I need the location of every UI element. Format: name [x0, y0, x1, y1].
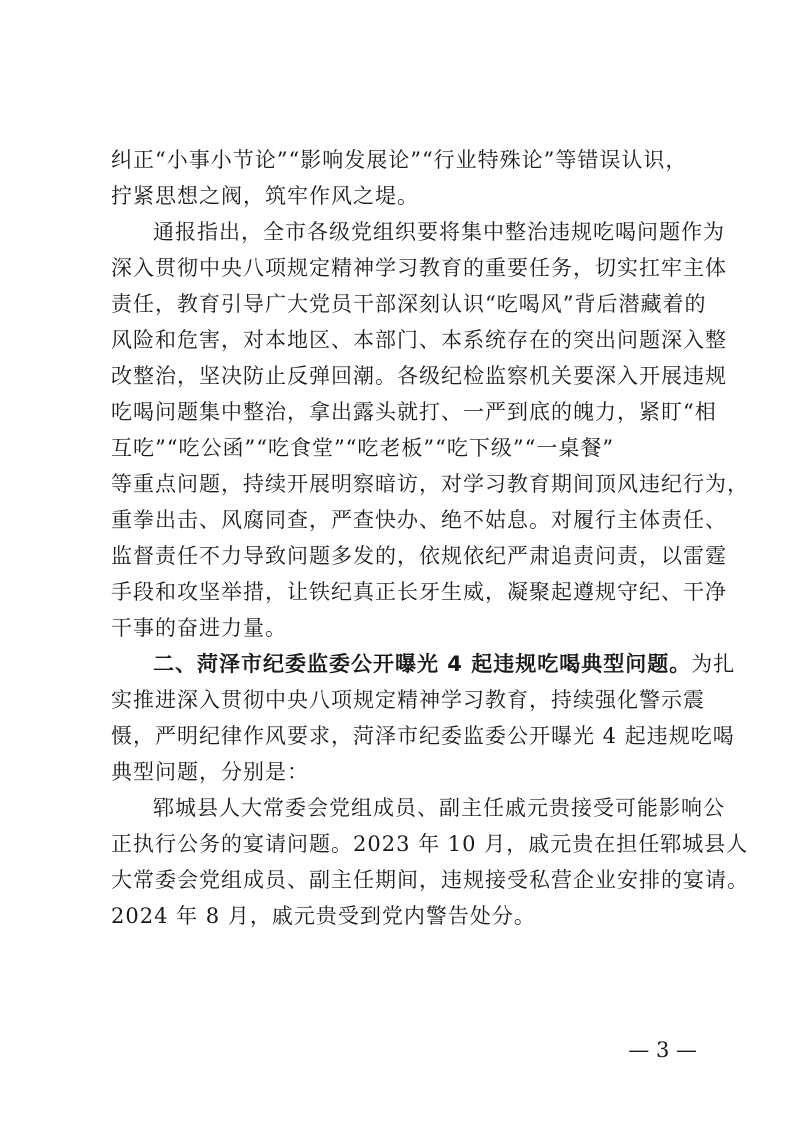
text-line: 2024 年 8 月，戚元贵受到党内警告处分。 — [111, 904, 536, 928]
text-line: 改整治，坚决防止反弹回潮。各级纪检监察机关要深入开展违规 — [111, 364, 727, 388]
text-line: 典型问题，分别是： — [111, 760, 309, 784]
text-line: 拧紧思想之阀，筑牢作风之堤。 — [111, 184, 419, 208]
text-line: 手段和攻坚举措，让铁纪真正长牙生威，凝聚起遵规守纪、干净 — [111, 580, 727, 604]
text-line: 等重点问题，持续开展明察暗访，对学习教育期间顶风违纪行为， — [111, 472, 749, 496]
paragraph-2 — [111, 214, 749, 646]
paragraph-1 — [111, 142, 694, 214]
heading-line — [111, 646, 736, 682]
text-line: 监督责任不力导致问题多发的，依规依纪严肃追责问责，以雷霆 — [111, 544, 727, 568]
paragraph-3 — [111, 646, 736, 790]
text-line: 正执行公务的宴请问题。2023 年 10 月，戚元贵在担任郓城县人 — [111, 832, 749, 856]
text-line: 慑，严明纪律作风要求，菏泽市纪委监委公开曝光 4 起违规吃喝 — [111, 724, 735, 748]
text-line: 大常委会党组成员、副主任期间，违规接受私营企业安排的宴请。 — [111, 868, 749, 892]
text-line: 郓城县人大常委会党组成员、副主任戚元贵接受可能影响公 — [153, 796, 725, 820]
text-line: 干事的奋进力量。 — [111, 616, 287, 640]
text-line: 深入贯彻中央八项规定精神学习教育的重要任务，切实扛牢主体 — [111, 256, 727, 280]
text-line: 吃喝问题集中整治，拿出露头就打、一严到底的魄力，紧盯“相 — [111, 400, 717, 424]
heading-continuation: 为扎 — [691, 652, 736, 676]
text-line: 通报指出，全市各级党组织要将集中整治违规吃喝问题作为 — [153, 220, 725, 244]
document-body — [111, 142, 749, 934]
text-line: 责任，教育引导广大党员干部深刻认识“吃喝风”背后潜藏着的 — [111, 292, 707, 316]
page-number: — 3 — — [628, 1038, 697, 1062]
text-line: 实推进深入贯彻中央八项规定精神学习教育，持续强化警示震 — [111, 688, 705, 712]
paragraph-4 — [111, 790, 749, 934]
text-line: 重拳出击、风腐同查，严查快办、绝不姑息。对履行主体责任、 — [111, 508, 727, 532]
section-heading: 二、菏泽市纪委监委公开曝光 4 起违规吃喝典型问题。 — [153, 652, 692, 676]
text-line: 互吃”“吃公函”“吃食堂”“吃老板”“吃下级”“一桌餐” — [111, 436, 615, 460]
text-line: 纠正“小事小节论”“影响发展论”“行业特殊论”等错误认识， — [111, 148, 688, 172]
text-line: 风险和危害，对本地区、本部门、本系统存在的突出问题深入整 — [111, 328, 727, 352]
